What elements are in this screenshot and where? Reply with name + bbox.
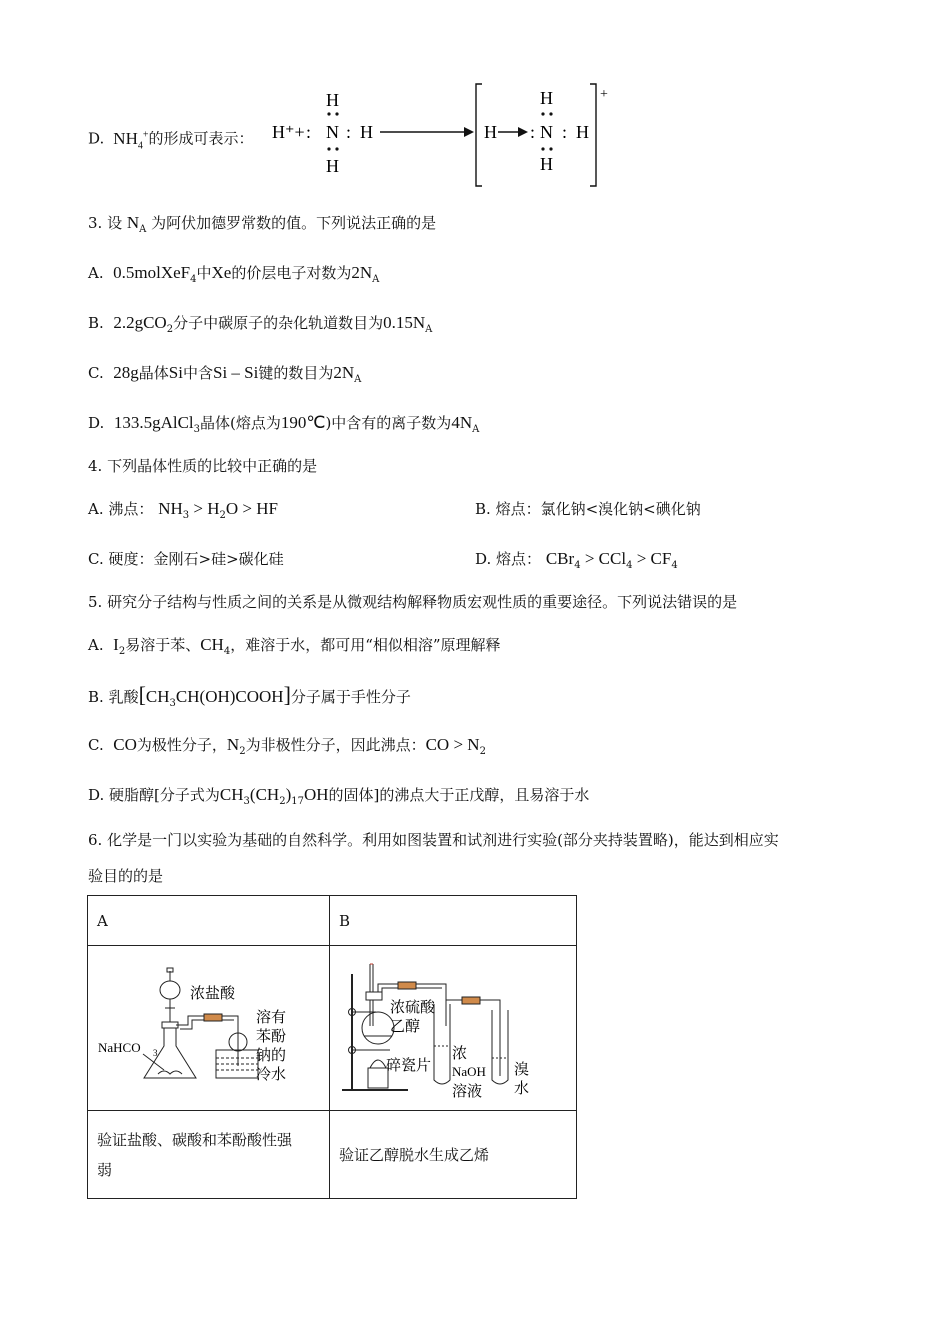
svg-text:NaHCO: NaHCO [98, 1040, 141, 1055]
q6-stem-line2: 验目的的是 [88, 867, 164, 885]
q5-option-c: C. CO为极性分子，$N_2$为非极性分子，因此沸点：CO > $N_2$ [88, 735, 486, 757]
svg-text:H: H [484, 122, 497, 142]
q4-option-d: D. 熔点： $CBr_4 > CCl_4 > CF_4$ [475, 549, 678, 571]
q2-d-label: D. [88, 129, 105, 148]
svg-text:苯酚: 苯酚 [256, 1029, 287, 1045]
q3-stem: 3. 设 $N_A$ 为阿伏加德罗常数的值。下列说法正确的是 [88, 213, 437, 235]
svg-text:N: N [540, 122, 553, 142]
q5-option-a: A. $I_2$易溶于苯、$CH_4$，难溶于水，都可用“相似相溶”原理解释 [88, 635, 501, 657]
q4-option-b: B. 熔点：氯化钠<溴化钠<碘化钠 [475, 500, 701, 518]
nh4-formula: $NH_4^+$ [109, 128, 149, 152]
svg-text:NaOH: NaOH [452, 1064, 486, 1079]
svg-text:乙醇: 乙醇 [390, 1019, 421, 1035]
svg-text:H: H [576, 122, 589, 142]
svg-text:溶有: 溶有 [256, 1010, 287, 1026]
q4-option-a: A. 沸点： $NH_3 > H_2O$ > HF [88, 499, 278, 521]
experiment-table [87, 895, 577, 1199]
svg-text:冷水: 冷水 [256, 1067, 287, 1083]
q2-option-d [88, 124, 254, 157]
svg-text:水: 水 [514, 1081, 530, 1097]
svg-text:H: H [326, 90, 339, 110]
apparatus-a-figure [88, 946, 329, 1106]
purpose-b: 验证乙醇脱水生成乙烯 [330, 1111, 577, 1199]
svg-text::: : [562, 122, 568, 142]
svg-text:H: H [326, 156, 339, 176]
svg-text::: : [346, 122, 352, 142]
q4-stem: 4. 下列晶体性质的比较中正确的是 [88, 457, 318, 475]
table-header-b: B [330, 896, 577, 946]
q4-option-c: C. 硬度：金刚石>硅>碳化硅 [88, 550, 284, 568]
q2-d-text: 的形成可表示： [148, 129, 254, 148]
nh4-formation-diagram [268, 82, 628, 192]
svg-text:3: 3 [153, 1048, 158, 1058]
q5-option-b: B. 乳酸$[CH_3CH(OH)COOH]$分子属于手性分子 [88, 682, 411, 709]
svg-text:钠的: 钠的 [256, 1048, 287, 1064]
q3-option-c: C. 28g晶体Si中含Si – Si键的数目为$2N_A$ [88, 363, 362, 385]
svg-text:溴: 溴 [514, 1062, 530, 1078]
svg-text:+: + [600, 87, 608, 102]
table-header-a: A [88, 896, 330, 946]
svg-text::: : [530, 122, 536, 142]
q3-option-d: D. 133.5gAlCl$_3$晶体(熔点为190℃)中含有的离子数为$4N_A$ [88, 413, 480, 435]
svg-text:碎瓷片: 碎瓷片 [386, 1058, 432, 1074]
apparatus-a-cell [88, 946, 330, 1111]
apparatus-b-cell [330, 946, 577, 1111]
q3-option-b: B. 2.2gCO$_2$分子中碳原子的杂化轨道数目为$0.15N_A$ [88, 313, 433, 335]
apparatus-b-figure [330, 946, 576, 1106]
svg-text:浓盐酸: 浓盐酸 [190, 986, 236, 1002]
svg-text:N: N [326, 122, 339, 142]
svg-text:浓: 浓 [452, 1046, 468, 1062]
h-plus-label: H⁺+ [272, 122, 305, 142]
purpose-a: 验证盐酸、碳酸和苯酚酸性强 弱 [88, 1111, 330, 1199]
q3-option-a: A. 0.5molXeF$_4$中Xe的价层电子对数为$2N_A$ [88, 263, 380, 285]
svg-text:H: H [540, 154, 553, 174]
svg-text:H: H [540, 88, 553, 108]
q6-stem-line1: 6. 化学是一门以实验为基础的自然科学。利用如图装置和试剂进行实验(部分夹持装置略)，能达到相应实 [88, 831, 779, 849]
svg-text:H: H [360, 122, 373, 142]
svg-text:溶液: 溶液 [452, 1084, 483, 1100]
svg-text::: : [306, 122, 312, 142]
q5-stem: 5. 研究分子结构与性质之间的关系是从微观结构解释物质宏观性质的重要途径。下列说法错误的是 [88, 593, 738, 611]
svg-text:浓硫酸: 浓硫酸 [390, 1000, 436, 1016]
q5-option-d: D. 硬脂醇[分子式为$CH_3(CH_2)_{17}OH$的固体]的沸点大于正戊醇，且易溶于水 [88, 785, 590, 807]
